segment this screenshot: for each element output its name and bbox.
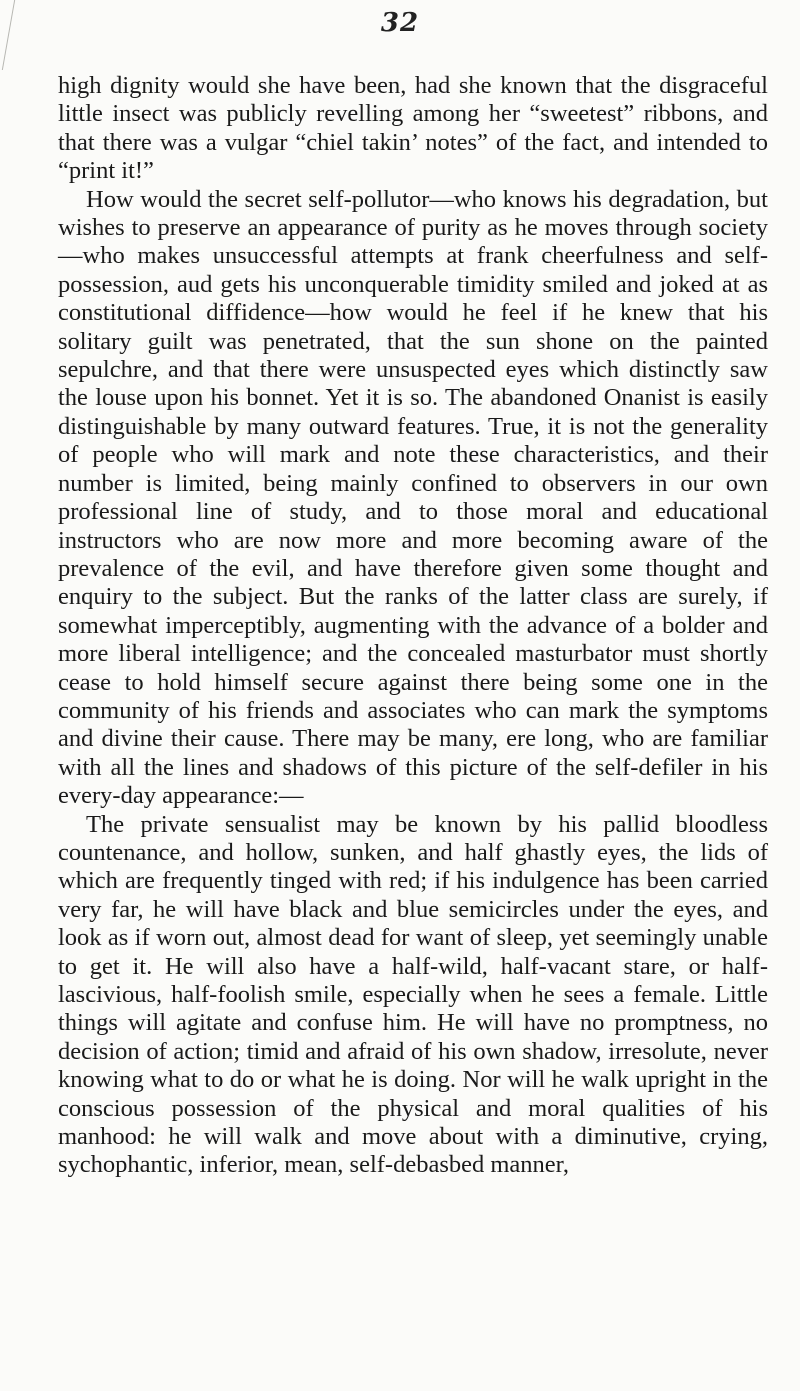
paragraph-1: high dignity would she have been, had she known that the disgraceful little insect was publicly revelling among her “sweetest” ribbons, and that there was a vulgar “chiel takin’ notes” of the fact, and intended to “print it!” xyxy=(58,72,768,185)
paragraph-2: How would the secret self-pollutor—who knows his degradation, but wishes to preserve an appearance of purity as he moves through society—who makes unsuccessful attempts at frank cheerfulness and self-possession, aud gets his unconquerable timidity smiled and joked at as constitutional diffidence—how would he feel if he knew that his solitary guilt was penetrated, that the sun shone on the painted sepulchre, and that there were unsuspected eyes which distinctly saw the louse upon his bonnet. Yet it is so. The abandoned Onanist is easily distinguishable by many outward features. True, it is not the generality of people who will mark and note these characteristics, and their number is limited, being mainly confined to observers in our own professional line of study, and to those moral and educational instructors who are now more and more becoming aware of the prevalence of the evil, and have therefore given some thought and enquiry to the subject. But the ranks of the latter class are surely, if somewhat imperceptibly, augmenting with the advance of a bolder and more liberal intelligence; and the concealed masturbator must shortly cease to hold himself secure against there being some one in the community of his friends and associates who can mark the symptoms and divine their cause. There may be many, ere long, who are familiar with all the lines and shadows of this picture of the self-defiler in his every-day appearance:— xyxy=(58,185,768,810)
paragraph-3: The private sensualist may be known by his pallid bloodless countenance, and hollow, sunken, and half ghastly eyes, the lids of which are frequently tinged with red; if his indulgence has been carried very far, he will have black and blue semicircles under the eyes, and look as if worn out, almost dead for want of sleep, yet seemingly unable to get it. He will also have a half-wild, half-vacant stare, or half-lascivious, half-foolish smile, especially when he sees a female. Little things will agitate and confuse him. He will have no promptness, no decision of action; timid and afraid of his own shadow, irresolute, never knowing what to do or what he is doing. Nor will he walk upright in the conscious possession of the physical and moral qualities of his manhood: he will walk and move about with a diminutive, crying, sychophantic, inferior, mean, self-debasbed manner, xyxy=(58,810,768,1179)
body-text xyxy=(58,72,768,1180)
page-number: 32 xyxy=(380,8,420,38)
